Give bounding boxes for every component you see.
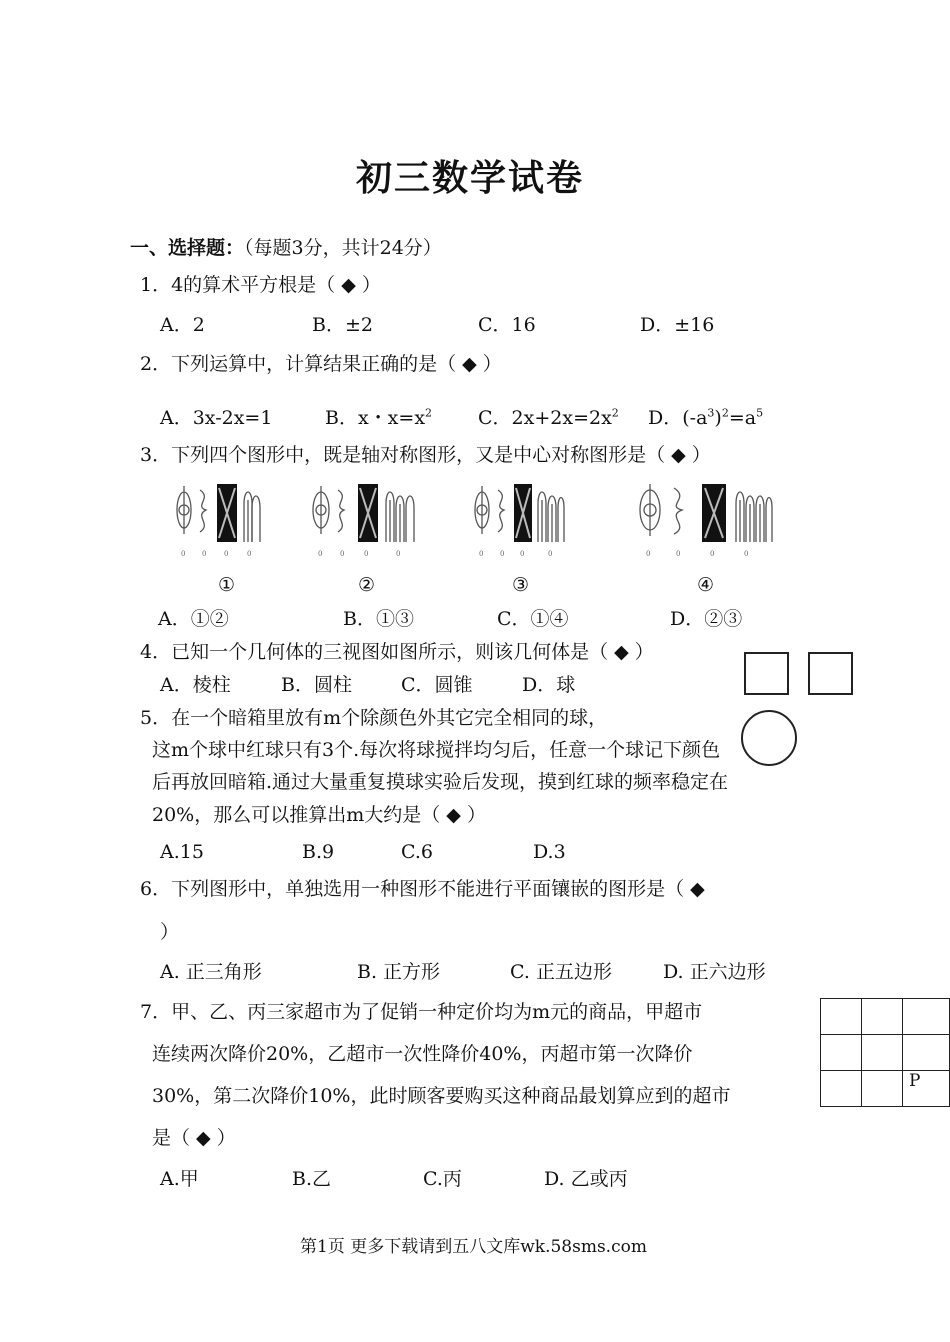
q6-option-b: B. 正方形 [357, 961, 441, 983]
q2-option-c-base: C．2x+2x=2x [478, 407, 612, 429]
q2-option-d-exp2: 2 [721, 406, 729, 420]
q6-option-a: A. 正三角形 [160, 961, 262, 983]
q3-figure-3 [470, 480, 566, 562]
q5-option-c: C.6 [401, 841, 433, 863]
q5-line-4: 20%，那么可以推算出m大约是（ ◆ ） [152, 804, 486, 826]
q7-option-a: A.甲 [160, 1168, 199, 1190]
q2-stem: 2．下列运算中，计算结果正确的是（ ◆ ） [140, 353, 502, 375]
grid-cell [903, 1035, 950, 1071]
q7-option-b: B.乙 [292, 1168, 332, 1190]
q7-line-4: 是（ ◆ ） [152, 1127, 236, 1149]
svg-text:0: 0 [181, 550, 186, 558]
q6-option-c: C. 正五边形 [510, 961, 612, 983]
q6-option-d: D. 正六边形 [663, 961, 766, 983]
grid-cell [862, 1071, 903, 1107]
grid-label-p: P [909, 1071, 921, 1091]
q7-grid [820, 998, 950, 1107]
q4-option-c: C．圆锥 [401, 674, 473, 696]
q2-option-d [648, 406, 763, 430]
grid-cell-p [903, 1071, 950, 1107]
q2-option-b [325, 406, 432, 430]
grid-cell [903, 999, 950, 1035]
grid-cell [862, 1035, 903, 1071]
q4-option-b: B．圆柱 [281, 674, 352, 696]
q7-option-d: D. 乙或丙 [544, 1168, 628, 1190]
grid-cell [862, 999, 903, 1035]
svg-text:0: 0 [479, 550, 484, 558]
page-title: 初三数学试卷 [356, 157, 585, 199]
svg-text:0: 0 [710, 550, 715, 558]
svg-text:0: 0 [202, 550, 207, 558]
svg-text:0: 0 [247, 550, 252, 558]
q3-stem: 3．下列四个图形中，既是轴对称图形，又是中心对称图形是（ ◆ ） [140, 444, 711, 466]
q5-option-a: A.15 [160, 841, 204, 863]
grid-cell [821, 999, 862, 1035]
svg-text:0: 0 [364, 550, 369, 558]
q3-figure-label-3: ③ [512, 574, 530, 596]
q6-line-1: 6．下列图形中，单独选用一种图形不能进行平面镶嵌的图形是（ ◆ [140, 878, 705, 900]
q3-option-b: B．①③ [343, 608, 414, 630]
q5-line-2: 这m个球中红球只有3个.每次将球搅拌均匀后，任意一个球记下颜色 [152, 739, 721, 761]
front-view-square [744, 652, 789, 695]
svg-text:0: 0 [548, 550, 553, 558]
svg-text:0: 0 [500, 550, 505, 558]
q3-figure-label-4: ④ [697, 574, 715, 596]
q2-option-c-exponent: 2 [611, 406, 619, 420]
q7-line-3: 30%，第二次降价10%，此时顾客要购买这种商品最划算应到的超市 [152, 1085, 731, 1107]
q5-line-1: 5．在一个暗箱里放有m个除颜色外其它完全相同的球， [140, 707, 608, 729]
q5-option-d: D.3 [533, 841, 566, 863]
q1-option-d: D．±16 [640, 314, 715, 336]
page-footer: 第1页 更多下载请到五八文库wk.58sms.com [300, 1237, 647, 1257]
q2-option-d-part3: =a [728, 407, 757, 429]
q1-option-b: B．±2 [312, 314, 373, 336]
q4-stem: 4．已知一个几何体的三视图如图所示，则该几何体是（ ◆ ） [140, 641, 654, 663]
grid-cell [821, 1035, 862, 1071]
q2-option-d-part1: D．(-a [648, 407, 708, 429]
q2-option-b-exponent: 2 [425, 406, 433, 420]
svg-text:0: 0 [676, 550, 681, 558]
q3-figure-label-1: ① [218, 574, 236, 596]
side-view-square [808, 652, 853, 695]
svg-text:0: 0 [340, 550, 345, 558]
top-view-circle [741, 710, 797, 766]
q3-figure-2 [308, 480, 418, 562]
q3-figure-4 [634, 480, 774, 562]
q3-option-c: C．①④ [497, 608, 569, 630]
q2-option-d-part2: ) [714, 407, 722, 429]
section-label: 一、选择题： [130, 237, 245, 259]
q6-line-2: ） [160, 921, 180, 943]
q4-option-d: D．球 [522, 674, 576, 696]
q7-option-c: C.丙 [423, 1168, 462, 1190]
section-heading [130, 233, 442, 260]
q1-option-c: C．16 [478, 314, 536, 336]
svg-text:0: 0 [224, 550, 229, 558]
section-note: （每题3分，共计24分） [244, 237, 442, 259]
svg-text:0: 0 [744, 550, 749, 558]
q3-figure-1 [172, 480, 262, 562]
svg-text:0: 0 [520, 550, 525, 558]
q7-line-2: 连续两次降价20%，乙超市一次性降价40%，丙超市第一次降价 [152, 1043, 693, 1065]
q3-option-d: D．②③ [670, 608, 743, 630]
svg-text:0: 0 [646, 550, 651, 558]
q7-line-1: 7．甲、乙、丙三家超市为了促销一种定价均为m元的商品，甲超市 [140, 1001, 703, 1023]
q1-option-a: A．2 [160, 314, 205, 336]
grid-cell [821, 1071, 862, 1107]
q2-option-c [478, 406, 619, 430]
q5-option-b: B.9 [302, 841, 335, 863]
q2-option-a: A．3x-2x=1 [160, 407, 273, 429]
q3-option-a: A．①② [158, 608, 229, 630]
q1-stem: 1．4的算术平方根是（ ◆ ） [140, 274, 381, 296]
q2-option-d-exp3: 5 [756, 406, 764, 420]
svg-text:0: 0 [396, 550, 401, 558]
q4-option-a: A．棱柱 [160, 674, 231, 696]
q2-option-d-exp1: 3 [707, 406, 715, 420]
q3-figure-label-2: ② [358, 574, 376, 596]
q5-line-3: 后再放回暗箱.通过大量重复摸球实验后发现，摸到红球的频率稳定在 [152, 771, 729, 793]
svg-text:0: 0 [318, 550, 323, 558]
q2-option-b-base: B．x・x=x [325, 407, 426, 429]
